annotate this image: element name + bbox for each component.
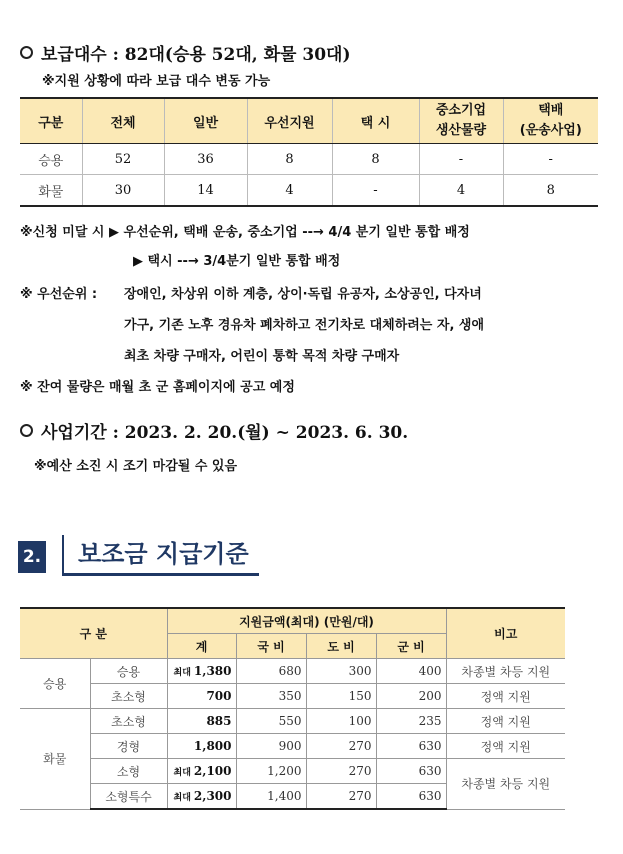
- province-cell: 100: [306, 709, 376, 734]
- total-cell: [167, 759, 236, 784]
- county-cell: 630: [376, 734, 446, 759]
- notes-line1: ※신청 미달 시 ▶ 우선순위, 택배 운송, 중소기업 --→ 4/4 분기 일반 통합 배정: [20, 225, 470, 240]
- header-province: 도 비: [306, 634, 376, 659]
- header-national: 국 비: [236, 634, 306, 659]
- section-number: 2.: [18, 541, 46, 573]
- province-cell: 150: [306, 684, 376, 709]
- cell: 14: [164, 175, 247, 207]
- province-cell: 270: [306, 759, 376, 784]
- header-total: 계: [167, 634, 236, 659]
- total-cell: 700: [167, 684, 236, 709]
- table-header-row: [20, 98, 598, 144]
- header-category: 구분: [20, 98, 82, 144]
- supply-heading-row: [20, 40, 351, 64]
- county-cell: 630: [376, 759, 446, 784]
- national-cell: 900: [236, 734, 306, 759]
- cell: 4: [247, 175, 332, 207]
- cell: -: [419, 144, 503, 175]
- priority-line3: 최초 차량 구매자, 어린이 통학 목적 차량 구매자: [124, 349, 400, 364]
- table-row: [20, 659, 565, 684]
- period-heading-row: [20, 418, 408, 442]
- header-total: 전체: [82, 98, 164, 144]
- national-cell: 1,200: [236, 759, 306, 784]
- total-value: 1,380: [193, 664, 232, 678]
- cell: 8: [332, 144, 419, 175]
- type-cell: 소형: [90, 759, 167, 784]
- total-cell: [167, 784, 236, 810]
- total-cell: 885: [167, 709, 236, 734]
- province-cell: 300: [306, 659, 376, 684]
- total-cell: 1,800: [167, 734, 236, 759]
- cell: 8: [247, 144, 332, 175]
- max-prefix: 최대: [173, 668, 191, 678]
- circle-bullet-icon: [20, 46, 33, 59]
- total-cell: [167, 659, 236, 684]
- cell: 화물: [20, 175, 82, 207]
- type-cell: 승용: [90, 659, 167, 684]
- cell: 36: [164, 144, 247, 175]
- table-row: [20, 144, 598, 175]
- period-heading: 사업기간 : 2023. 2. 20.(월) ~ 2023. 6. 30.: [41, 422, 409, 443]
- circle-bullet-icon: [20, 424, 33, 437]
- header-county: 군 비: [376, 634, 446, 659]
- province-cell: 270: [306, 784, 376, 810]
- note-cell: 정액 지원: [446, 684, 565, 709]
- cell: 8: [503, 175, 598, 207]
- table-row: [20, 175, 598, 207]
- type-cell: 소형특수: [90, 784, 167, 810]
- max-prefix: 최대: [173, 793, 191, 803]
- header-amount: 지원금액(최대) (만원/대): [167, 608, 446, 634]
- remain-note: ※ 잔여 물량은 매월 초 군 홈페이지에 공고 예정: [20, 380, 295, 395]
- header-taxi: 택 시: [332, 98, 419, 144]
- subsidy-table: [20, 607, 565, 810]
- cell: 4: [419, 175, 503, 207]
- note-cell: 정액 지원: [446, 734, 565, 759]
- period-note: ※예산 소진 시 조기 마감될 수 있음: [34, 459, 238, 474]
- header-category: 구 분: [20, 608, 167, 659]
- header-note: 비고: [446, 608, 565, 659]
- national-cell: 550: [236, 709, 306, 734]
- type-cell: 초소형: [90, 709, 167, 734]
- supply-heading: 보급대수 : 82대(승용 52대, 화물 30대): [41, 44, 351, 65]
- group-truck: 화물: [20, 709, 90, 810]
- priority-line1: 장애인, 차상위 이하 계층, 상이·독립 유공자, 소상공인, 다자녀: [124, 287, 482, 302]
- table-row: [20, 709, 565, 734]
- national-cell: 1,400: [236, 784, 306, 810]
- table-row: [20, 759, 565, 784]
- header-delivery: 택배 (운송사업): [503, 98, 598, 144]
- type-cell: 경형: [90, 734, 167, 759]
- table-header-row: [20, 608, 565, 634]
- total-value: 2,300: [193, 789, 232, 803]
- table-row: [20, 684, 565, 709]
- total-value: 2,100: [193, 764, 232, 778]
- priority-line2: 가구, 기존 노후 경유차 폐차하고 전기차로 대체하려는 자, 생애: [124, 318, 485, 333]
- cell: -: [332, 175, 419, 207]
- note-cell: 차종별 차등 지원: [446, 659, 565, 684]
- cell: 30: [82, 175, 164, 207]
- county-cell: 235: [376, 709, 446, 734]
- supply-table: [20, 97, 598, 207]
- notes-line2: ▶ 택시 --→ 3/4분기 일반 통합 배정: [133, 254, 341, 269]
- priority-label: ※ 우선순위 :: [20, 287, 98, 302]
- header-general: 일반: [164, 98, 247, 144]
- max-prefix: 최대: [173, 768, 191, 778]
- national-cell: 350: [236, 684, 306, 709]
- note-cell: 차종별 차등 지원: [446, 759, 565, 810]
- cell: 승용: [20, 144, 82, 175]
- group-car: 승용: [20, 659, 90, 709]
- table-row: [20, 734, 565, 759]
- county-cell: 400: [376, 659, 446, 684]
- province-cell: 270: [306, 734, 376, 759]
- cell: -: [503, 144, 598, 175]
- supply-note: ※지원 상황에 따라 보급 대수 변동 가능: [42, 74, 271, 89]
- national-cell: 680: [236, 659, 306, 684]
- section-title: 보조금 지급기준: [62, 535, 259, 576]
- cell: 52: [82, 144, 164, 175]
- header-priority: 우선지원: [247, 98, 332, 144]
- header-sme: 중소기업 생산물량: [419, 98, 503, 144]
- type-cell: 초소형: [90, 684, 167, 709]
- county-cell: 200: [376, 684, 446, 709]
- note-cell: 정액 지원: [446, 709, 565, 734]
- county-cell: 630: [376, 784, 446, 810]
